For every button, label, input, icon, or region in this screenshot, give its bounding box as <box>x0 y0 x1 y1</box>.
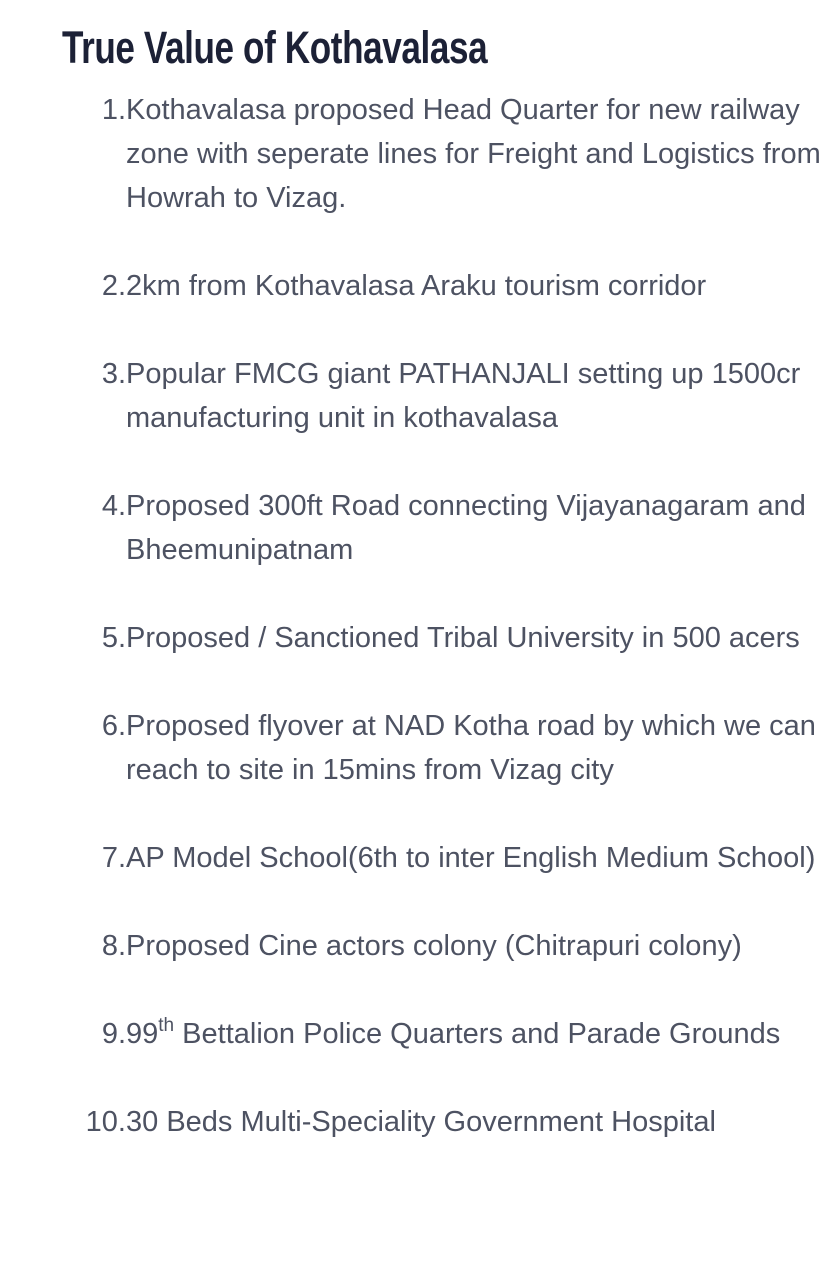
list-item-text: 30 Beds Multi-Speciality Government Hospital <box>126 1106 716 1138</box>
list-item-number: 7. <box>101 842 126 874</box>
list-item <box>0 88 837 220</box>
ordinal-suffix: th <box>158 1015 175 1036</box>
list-item-number: 10. <box>85 1106 126 1138</box>
list-item-number: 4. <box>101 490 126 522</box>
list-item <box>0 704 837 792</box>
list-item-number: 5. <box>101 622 126 654</box>
list-item-number: 6. <box>101 710 126 742</box>
ordinal-number: 99 <box>126 1018 159 1050</box>
list-item-text-rest: Bettalion Police Quarters and Parade Grounds <box>174 1018 781 1050</box>
list-item-number: 8. <box>101 930 126 962</box>
list-item-text: Proposed 300ft Road connecting Vijayanagaram and Bheemunipatnam <box>126 490 806 566</box>
list-item <box>0 1012 837 1056</box>
list-item <box>0 616 837 660</box>
page-title: True Value of Kothavalasa <box>62 22 488 73</box>
list-item-text: Proposed Cine actors colony (Chitrapuri colony) <box>126 930 742 962</box>
list-item <box>0 836 837 880</box>
list-item <box>0 352 837 440</box>
list-item-text: Proposed / Sanctioned Tribal University in 500 acers <box>126 622 800 654</box>
list-item <box>0 264 837 308</box>
list-item-number: 2. <box>101 270 126 302</box>
list-item-text: 2km from Kothavalasa Araku tourism corridor <box>126 270 707 302</box>
list-item <box>0 924 837 968</box>
list-item <box>0 1100 837 1144</box>
list-item-text: Popular FMCG giant PATHANJALI setting up 1500cr manufacturing unit in kothavalasa <box>126 358 801 434</box>
list-item-number: 3. <box>101 358 126 390</box>
list-item-text <box>126 1015 781 1050</box>
list-item-text: Kothavalasa proposed Head Quarter for new railway zone with seperate lines for Freight and Logistics from Howrah to Vizag. <box>126 94 821 214</box>
list-item-number: 9. <box>101 1018 126 1050</box>
list-item <box>0 484 837 572</box>
list-item-number: 1. <box>101 94 126 126</box>
list-item-text: AP Model School(6th to inter English Medium School) <box>126 842 816 874</box>
list-item-text: Proposed flyover at NAD Kotha road by which we can reach to site in 15mins from Vizag city <box>126 710 816 786</box>
value-list <box>0 88 837 1188</box>
